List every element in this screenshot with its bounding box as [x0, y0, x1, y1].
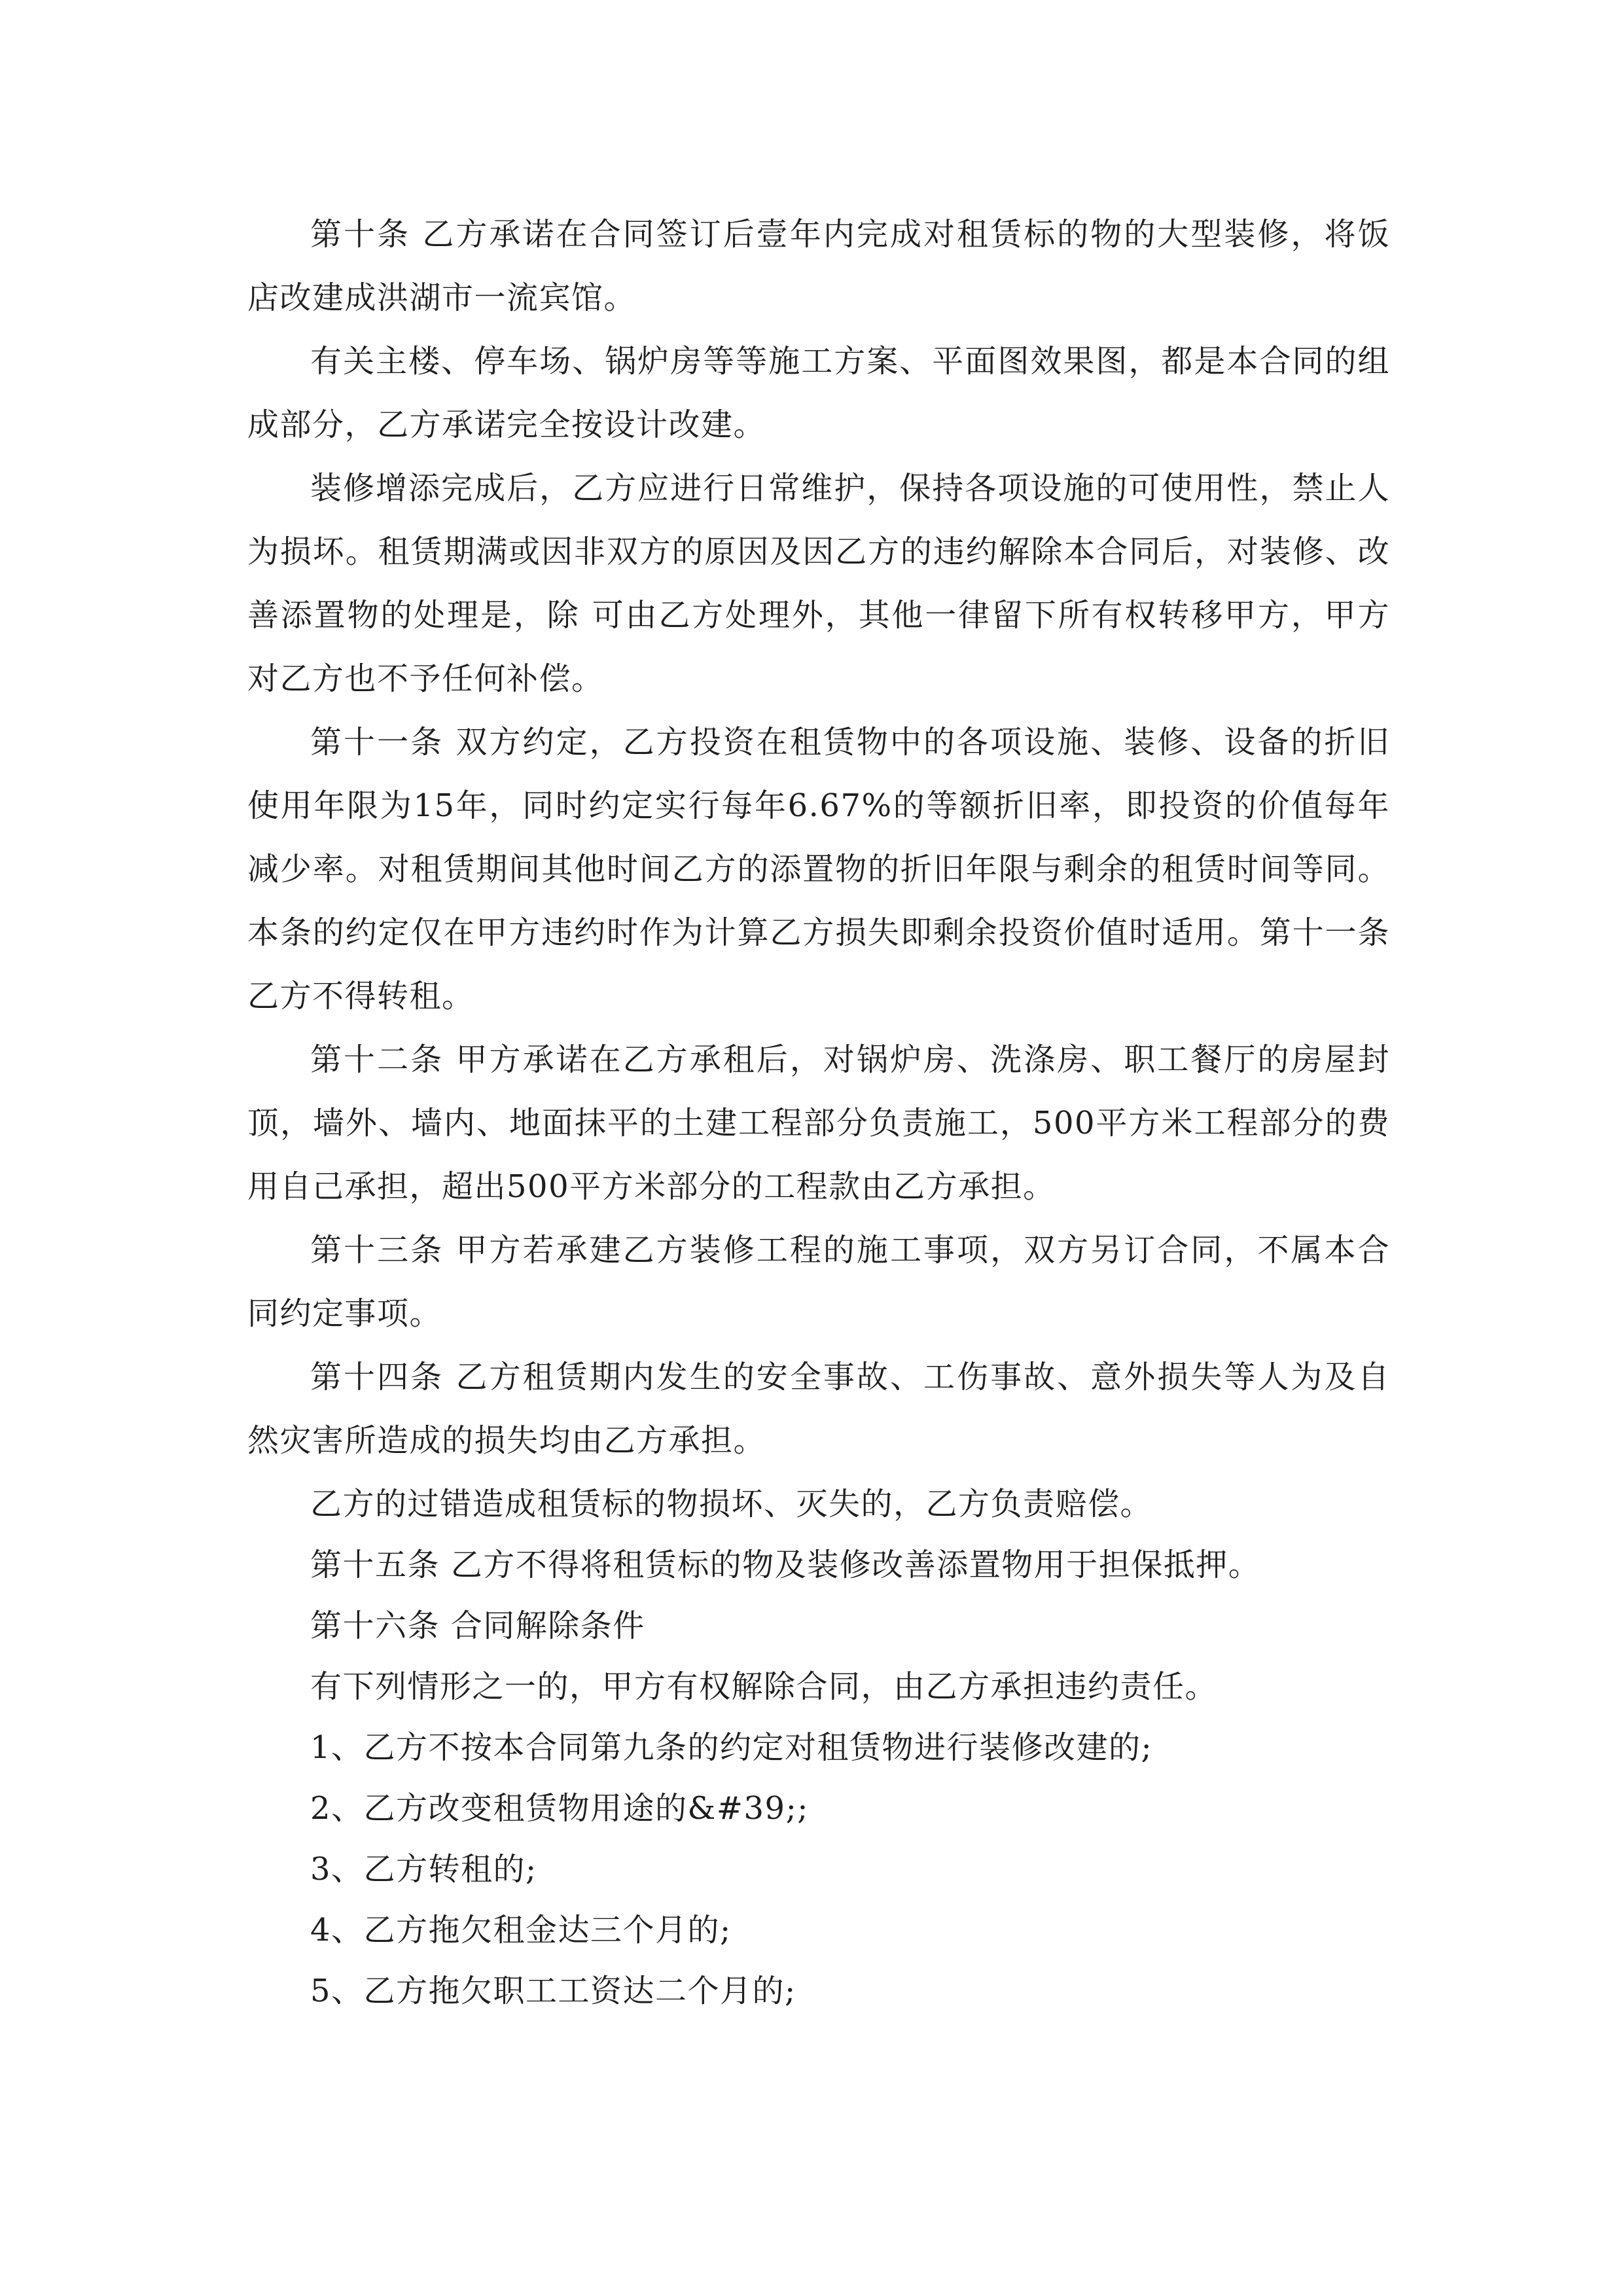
paragraph-article-11: 第十一条 双方约定，乙方投资在租赁物中的各项设施、装修、设备的折旧使用年限为15年，同时约定实行每年6.67%的等额折旧率，即投资的价值每年减少率。对租赁期间其他时间乙方的添置物的折旧年限与剩余的租赁时间等同。本条的约定仅在甲方违约时作为计算乙方损失即剩余投资价值时适用。第十一条 乙方不得转租。 — [247, 724, 1390, 1014]
list-item-4: 4、乙方拖欠租金达三个月的; — [310, 1912, 732, 1948]
paragraph-article-14: 第十四条 乙方租赁期内发生的安全事故、工伤事故、意外损失等人为及自然灾害所造成的损失均由乙方承担。 — [247, 1359, 1390, 1459]
paragraph-article-12: 第十二条 甲方承诺在乙方承租后，对锅炉房、洗涤房、职工餐厅的房屋封顶，墙外、墙内、地面抹平的土建工程部分负责施工，500平方米工程部分的费用自己承担，超出500平方米部分的工程款由乙方承担。 — [247, 1041, 1390, 1205]
document-body — [247, 203, 1390, 2020]
paragraph-article-13: 第十三条 甲方若承建乙方装修工程的施工事项，双方另订合同，不属本合同约定事项。 — [247, 1232, 1390, 1332]
paragraph-article-16: 第十六条 合同解除条件 — [310, 1607, 645, 1644]
paragraph-article-10: 第十条 乙方承诺在合同签订后壹年内完成对租赁标的物的大型装修，将饭店改建成洪湖市一流宾馆。 — [247, 216, 1390, 316]
paragraph-fault-compensation: 乙方的过错造成租赁标的物损坏、灭失的，乙方负责赔偿。 — [310, 1486, 1153, 1522]
list-item-5: 5、乙方拖欠职工工资达二个月的; — [310, 1973, 796, 2009]
list-item-1: 1、乙方不按本合同第九条的约定对租赁物进行装修改建的; — [310, 1729, 1153, 1766]
list-item-2: 2、乙方改变租赁物用途的&#39;; — [310, 1790, 809, 1827]
list-item-3: 3、乙方转租的; — [310, 1851, 537, 1888]
paragraph-construction-plans: 有关主楼、停车场、锅炉房等等施工方案、平面图效果图，都是本合同的组成部分，乙方承诺完全按设计改建。 — [247, 343, 1390, 443]
paragraph-article-15: 第十五条 乙方不得将租赁标的物及装修改善添置物用于担保抵押。 — [310, 1547, 1261, 1583]
paragraph-maintenance: 装修增添完成后，乙方应进行日常维护，保持各项设施的可使用性，禁止人为损坏。租赁期满或因非双方的原因及因乙方的违约解除本合同后，对装修、改善添置物的处理是，除 可由乙方处理外，其他一律留下所有权转移甲方，甲方对乙方也不予任何补偿。 — [247, 470, 1390, 697]
paragraph-termination-intro: 有下列情形之一的，甲方有权解除合同，由乙方承担违约责任。 — [310, 1668, 1218, 1705]
